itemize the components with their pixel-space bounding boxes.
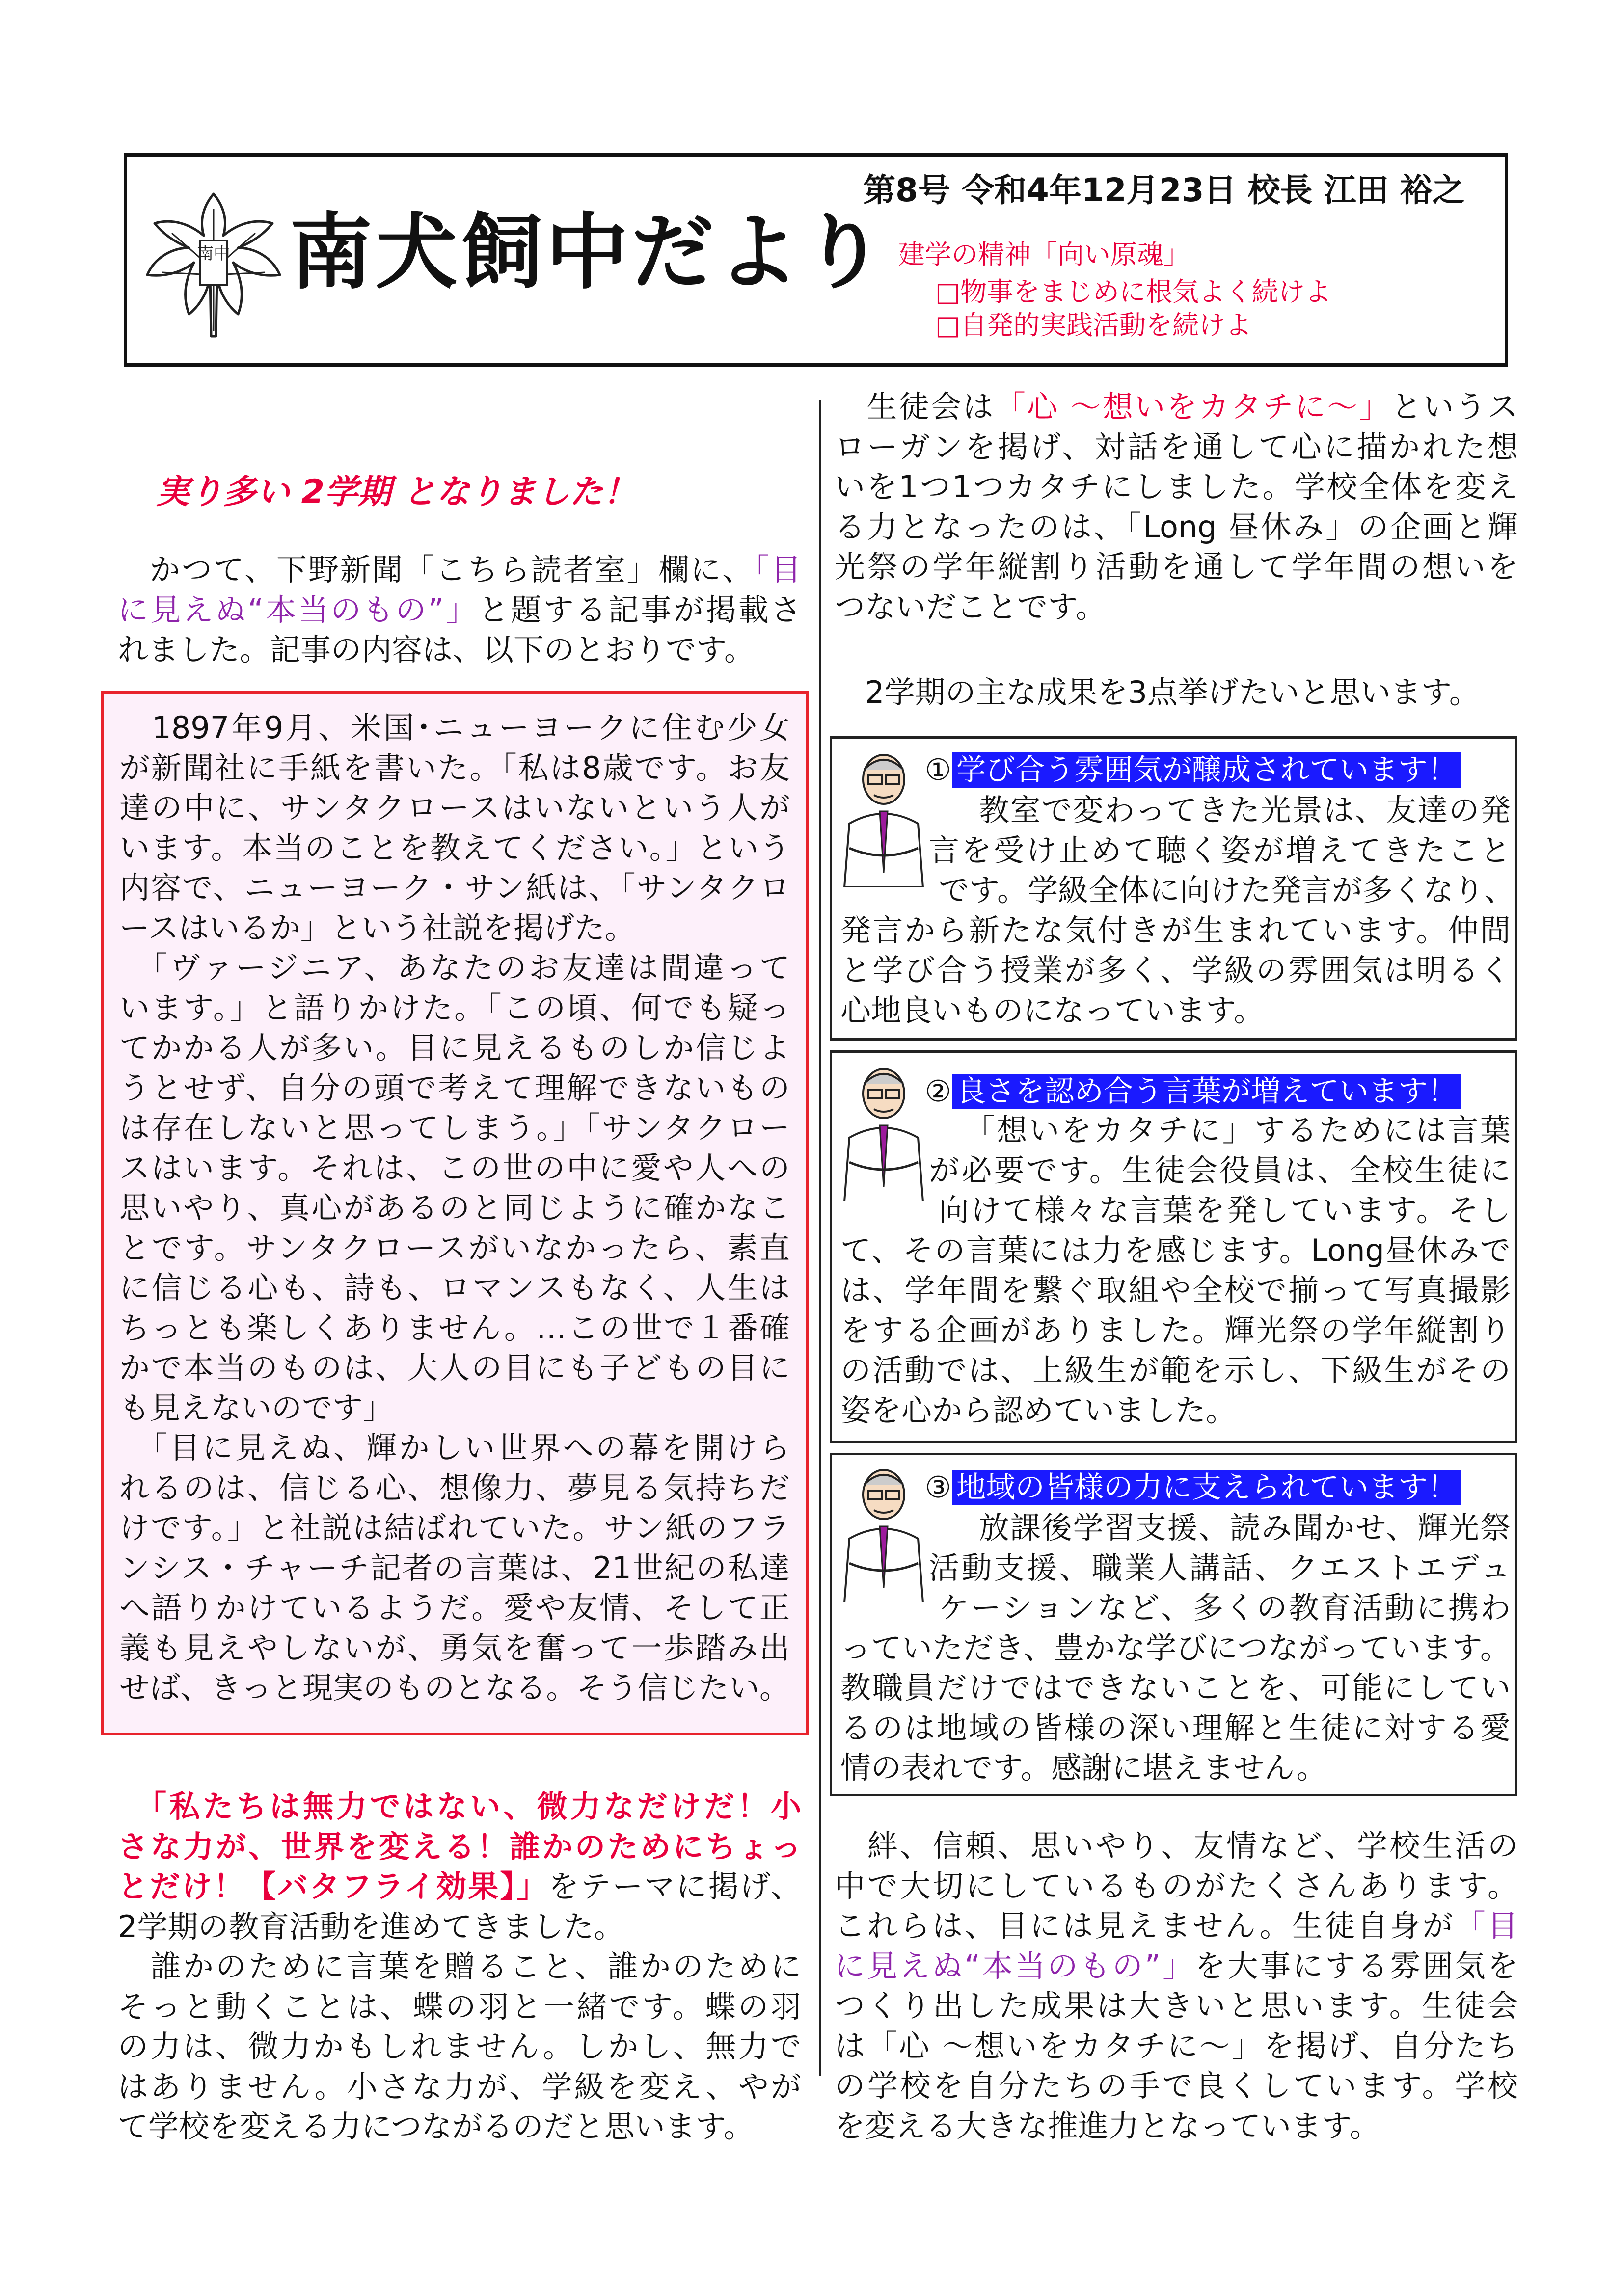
- text-line: っていただき、豊かな学びにつながっています。: [840, 1629, 1511, 1666]
- text-line: 「想いをカタチに」するためには言葉: [947, 1112, 1511, 1148]
- text-line: 情の表れです。感謝に堪えません。: [840, 1750, 1327, 1786]
- quote-line: スはいます。それは、この世の中に愛や人への: [119, 1149, 790, 1186]
- text-line: 言を受け止めて聴く姿が増えてきたこと: [929, 832, 1511, 868]
- text-line: 生徒会は「心 ～想いをカタチに～」というス: [835, 389, 1518, 425]
- quote-line: けです。」と社説は結ばれていた。サン紙のフラ: [119, 1510, 790, 1546]
- quote-text: [119, 708, 790, 1708]
- quote-line: 「ヴァージニア、あなたのお友達は間違って: [119, 950, 790, 986]
- theme-paragraph: [118, 1787, 801, 1947]
- intro-paragraph-right: [835, 387, 1518, 627]
- quote-line: ースはいるか」という社説を掲げた。: [119, 909, 635, 946]
- card-number: ①: [925, 753, 951, 787]
- text-line: が必要です。生徒会役員は、全校生徒に: [929, 1152, 1511, 1188]
- text-line: と学び合う授業が多く、学級の雰囲気は明るく: [840, 952, 1511, 988]
- quote-line: ンシス・チャーチ記者の言葉は、21世紀の私達: [119, 1549, 790, 1586]
- quote-line: 「目に見えぬ、輝かしい世界への幕を開けら: [119, 1430, 790, 1466]
- quote-line: 義も見えやしないが、勇気を奮って一歩踏み出: [119, 1629, 790, 1666]
- text-line: です。学級全体に向けた発言が多くなり、: [939, 872, 1515, 908]
- text-line: かつて、下野新聞「こちら読者室」欄に、「目: [118, 552, 801, 587]
- section-heading: 実り多い 2学期 となりました！: [156, 473, 637, 511]
- quote-line: に信じる心も、詩も、ロマンスもなく、人生は: [119, 1270, 790, 1306]
- card-title: 良さを認め合う言葉が増えています！: [952, 1074, 1461, 1109]
- card-title: 地域の皆様の力に支えられています！: [952, 1470, 1461, 1505]
- text-line: て学校を変える力につながるのだと思います。: [118, 2109, 754, 2144]
- text-line: て、その言葉には力を感じます。Long昼休みで: [840, 1232, 1511, 1268]
- text-line: は「心 ～想いをカタチに～」を掲げ、自分たち: [835, 2028, 1518, 2064]
- issue-line: 第8号 令和4年12月23日 校長 江田 裕之: [863, 171, 1465, 209]
- text-line: とだけ！【バタフライ効果】」をテーマに掲げ、: [118, 1869, 801, 1904]
- text-line: 活動支援、職業人講話、クエストエデュ: [929, 1549, 1511, 1586]
- quote-line: 1897年9月、米国･ニューヨークに住む少女: [119, 710, 790, 746]
- text-line: 絆、信頼、思いやり、友情など、学校生活の: [835, 1828, 1518, 1864]
- text-line: つくり出した成果は大きいと思います。生徒会: [835, 1988, 1518, 2024]
- text-line: 中で大切にしているものがたくさんあります。: [835, 1868, 1518, 1904]
- school-crest-icon: [142, 189, 285, 351]
- crest-text: 南中: [197, 244, 230, 264]
- quote-line: とです。サンタクロースがいなかったら、素直: [119, 1229, 790, 1266]
- text-line: 誰かのために言葉を贈ること、誰かのために: [118, 1949, 801, 1984]
- quote-line: 内容で、ニューヨーク・サン紙は、「サンタクロ: [119, 870, 790, 906]
- card-title: 学び合う雰囲気が醸成されています！: [952, 752, 1461, 788]
- motto-item: □自発的実践活動を続けよ: [935, 310, 1252, 341]
- text-line: をする企画がありました。輝光祭の学年縦割り: [840, 1312, 1511, 1348]
- text-line: 向けて様々な言葉を発しています。そし: [939, 1192, 1511, 1228]
- text-line: 心地良いものになっています。: [840, 992, 1265, 1028]
- text-line: ローガンを掲げ、対話を通して心に描かれた想: [835, 428, 1518, 465]
- quote-line: うとせず、自分の頭で考えて理解できないもの: [119, 1069, 790, 1106]
- text-line: 教職員だけではできないことを、可能にしてい: [840, 1670, 1511, 1706]
- text-line: るのは地域の皆様の深い理解と生徒に対する愛: [840, 1709, 1511, 1746]
- text-line: 2学期の教育活動を進めてきました。: [118, 1908, 624, 1945]
- card-text: [840, 1110, 1511, 1430]
- text-line: 教室で変わってきた光景は、友達の発: [947, 792, 1511, 828]
- text-line: の活動では、上級生が範を示し、下級生がその: [840, 1352, 1511, 1388]
- quote-line: 達の中に、サンタクロースはいないという人が: [119, 790, 790, 826]
- summary-line: 2学期の主な成果を3点挙げたいと思います。: [835, 674, 1480, 710]
- text-line: そっと動くことは、蝶の羽と一緒です。蝶の羽: [118, 1988, 801, 2025]
- text-line: これらは、目には見えません。生徒自身が「目: [835, 1908, 1518, 1944]
- text-line: さな力が、世界を変える！誰かのためにちょっ: [118, 1828, 801, 1865]
- text-line: 光祭の学年縦割り活動を通して学年間の想いを: [835, 549, 1518, 585]
- text-line: を変える大きな推進力となっています。: [835, 2108, 1380, 2144]
- quote-box: [101, 691, 809, 1735]
- text-line: る力となったのは、「Long 昼休み」の企画と輝: [835, 508, 1518, 545]
- quote-line: れるのは、信じる心、想像力、夢見る気持ちだ: [119, 1469, 790, 1506]
- column-divider: [819, 400, 821, 2076]
- card-text: [840, 790, 1515, 1030]
- text-line: に見えぬ“本当のもの”」と題する記事が掲載さ: [118, 591, 801, 628]
- intro-paragraph: [118, 550, 801, 670]
- quote-line: います。本当のことを教えてください。」という: [119, 829, 790, 866]
- quote-line: かで本当のものは、大人の目にも子どもの目に: [119, 1350, 790, 1386]
- card-number: ②: [925, 1074, 951, 1109]
- text-line: つないだことです。: [835, 588, 1107, 625]
- text-line: の学校を自分たちの手で良くしています。学校: [835, 2068, 1518, 2104]
- text-line: に見えぬ“本当のもの”」を大事にする雰囲気を: [835, 1948, 1518, 1984]
- text-line: 「私たちは無力ではない、微力なだけだ！小: [118, 1789, 801, 1824]
- text-line: れました。記事の内容は、以下のとおりです。: [118, 632, 755, 667]
- text-line: 姿を心から認めていました。: [840, 1392, 1237, 1428]
- text-line: はありません。小さな力が、学級を変え、やが: [118, 2068, 801, 2105]
- quote-line: せば、きっと現実のものとなる。そう信じたい。: [119, 1670, 790, 1706]
- quote-line: てかかる人が多い。目に見えるものしか信じよ: [119, 1030, 790, 1066]
- card-number: ③: [925, 1470, 951, 1505]
- closing-paragraph-right: [835, 1826, 1518, 2146]
- quote-line: 思いやり、真心があるのと同じように確かなこ: [119, 1190, 790, 1226]
- text-line: の力は、微力かもしれません。しかし、無力で: [118, 2029, 801, 2064]
- motto-item: □物事をまじめに根気よく続けよ: [935, 276, 1332, 307]
- newsletter-title: 南犬飼中だより: [290, 204, 888, 300]
- quote-line: います。」と語りかけた。「この頃、何でも疑っ: [119, 989, 790, 1026]
- quote-line: ちっとも楽しくありません。…この世で１番確: [119, 1309, 790, 1346]
- closing-paragraph-left: [118, 1947, 801, 2147]
- text-line: は、学年間を繋ぐ取組や全校で揃って写真撮影: [840, 1272, 1511, 1308]
- quote-line: へ語りかけているようだ。愛や友情、そして正: [119, 1590, 790, 1626]
- text-line: ケーションなど、多くの教育活動に携わ: [939, 1590, 1511, 1626]
- quote-line: が新聞社に手紙を書いた。「私は8歳です。お友: [119, 749, 790, 786]
- motto-title: 建学の精神「向い原魂」: [898, 239, 1190, 270]
- text-line: 放課後学習支援、読み聞かせ、輝光祭: [947, 1510, 1511, 1546]
- text-line: いを1つ1つカタチにしました。学校全体を変え: [835, 469, 1518, 505]
- text-line: 発言から新たな気付きが生まれています。仲間: [840, 912, 1511, 948]
- quote-line: は存在しないと思ってしまう。」「サンタクロー: [119, 1110, 790, 1146]
- quote-line: も見えないのです」: [119, 1389, 394, 1426]
- card-text: [840, 1508, 1511, 1788]
